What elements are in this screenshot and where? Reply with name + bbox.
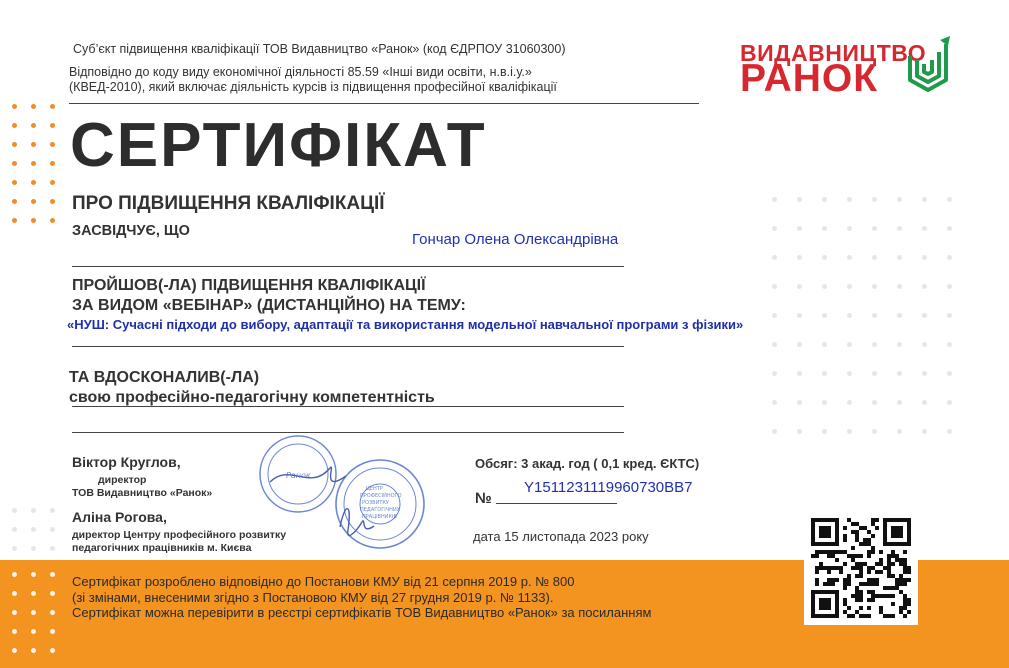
- dot: [822, 226, 827, 231]
- dot: [947, 284, 952, 289]
- dot: [31, 123, 36, 128]
- header-line-2: Відповідно до коду виду економічної діяльності 85.59 «Інші види освіти, н.в.і.у.»: [69, 65, 532, 79]
- dot: [922, 400, 927, 405]
- dot: [922, 429, 927, 434]
- dot: [822, 371, 827, 376]
- dot: [31, 629, 36, 634]
- dot: [772, 371, 777, 376]
- dot: [847, 342, 852, 347]
- logo-main-text: РАНОК: [740, 57, 879, 100]
- dot: [50, 591, 55, 596]
- dot: [897, 313, 902, 318]
- dot: [947, 429, 952, 434]
- dot: [897, 429, 902, 434]
- dot: [31, 648, 36, 653]
- white-dot-grid: [12, 572, 55, 653]
- dot: [31, 161, 36, 166]
- dot: [872, 400, 877, 405]
- dot: [872, 255, 877, 260]
- dot: [31, 142, 36, 147]
- dot: [12, 572, 17, 577]
- dot: [31, 218, 36, 223]
- dot: [12, 591, 17, 596]
- dot: [872, 197, 877, 202]
- dot: [12, 180, 17, 185]
- dot: [947, 400, 952, 405]
- dot: [50, 629, 55, 634]
- dot: [897, 342, 902, 347]
- dot: [797, 342, 802, 347]
- grey-dot-grid: [772, 197, 952, 434]
- dot: [772, 226, 777, 231]
- course-theme: «НУШ: Сучасні підходи до вибору, адаптації та використання модельної навчальної програми з фізики»: [67, 317, 744, 332]
- dot: [50, 218, 55, 223]
- dot: [12, 527, 17, 532]
- dot: [12, 546, 17, 551]
- dot: [897, 400, 902, 405]
- dot: [31, 180, 36, 185]
- svg-text:Ранок: Ранок: [286, 471, 311, 480]
- dot: [822, 400, 827, 405]
- dot: [897, 284, 902, 289]
- footer-line-3: Сертифікат можна перевірити в реєстрі сертифікатів ТОВ Видавництво «Ранок» за посиланням: [72, 605, 652, 620]
- dot: [947, 197, 952, 202]
- dot: [50, 508, 55, 513]
- improved-line-2: свою професійно-педагогічну компетентність: [69, 389, 435, 406]
- dot: [50, 648, 55, 653]
- dot: [12, 648, 17, 653]
- passed-line-1: ПРОЙШОВ(-ЛА) ПІДВИЩЕННЯ КВАЛІФІКАЦІЇ: [72, 277, 426, 294]
- dot: [12, 218, 17, 223]
- dot: [922, 313, 927, 318]
- dot: [847, 400, 852, 405]
- certificate-number: Y1511231119960730BB7: [524, 479, 693, 496]
- dot: [31, 610, 36, 615]
- footer-line-1: Сертифікат розроблено відповідно до Постанови КМУ від 21 серпня 2019 р. № 800: [72, 574, 575, 589]
- dot: [897, 226, 902, 231]
- dot: [797, 197, 802, 202]
- dot: [772, 255, 777, 260]
- dot: [847, 226, 852, 231]
- svg-text:РОЗВИТКУ: РОЗВИТКУ: [362, 500, 389, 506]
- dot: [50, 546, 55, 551]
- svg-text:ПРАЦІВНИКІВ: ПРАЦІВНИКІВ: [362, 514, 397, 520]
- dot: [922, 284, 927, 289]
- number-label: №: [475, 490, 492, 507]
- dot: [12, 199, 17, 204]
- theme-underline: [72, 346, 624, 347]
- dot: [947, 313, 952, 318]
- header-divider: [69, 103, 699, 104]
- dot: [922, 371, 927, 376]
- signatory-2-org: педагогічних працівників м. Києва: [72, 542, 252, 554]
- dot: [12, 142, 17, 147]
- dot: [50, 161, 55, 166]
- dot: [897, 255, 902, 260]
- recipient-name: Гончар Олена Олександрівна: [412, 231, 619, 248]
- header-line-1: Суб’єкт підвищення кваліфікації ТОВ Видавництво «Ранок» (код ЄДРПОУ 31060300): [73, 42, 566, 56]
- dot: [847, 284, 852, 289]
- dot: [772, 400, 777, 405]
- dot: [847, 313, 852, 318]
- improved-line-1: ТА ВДОСКОНАЛИВ(-ЛА): [69, 369, 260, 386]
- round-stamp-icon: [250, 432, 440, 552]
- svg-text:ПЕДАГОГІЧНИХ: ПЕДАГОГІЧНИХ: [360, 507, 401, 513]
- logo-top-text: ВИДАВНИЦТВО: [740, 40, 927, 66]
- dot: [822, 313, 827, 318]
- dot: [872, 429, 877, 434]
- dot: [822, 284, 827, 289]
- dot: [922, 255, 927, 260]
- dot: [50, 610, 55, 615]
- dot: [12, 123, 17, 128]
- certifies-label: ЗАСВІДЧУЄ, ЩО: [72, 223, 190, 239]
- number-underline: [496, 503, 617, 504]
- dot: [772, 197, 777, 202]
- header-line-3: (КВЕД-2010), який включає діяльність курсів із підвищення професійної кваліфікації: [69, 80, 557, 94]
- dot: [847, 197, 852, 202]
- signatory-2-name: Аліна Рогова,: [72, 509, 167, 525]
- dot: [31, 527, 36, 532]
- dot: [922, 342, 927, 347]
- signatory-1-org: ТОВ Видавництво «Ранок»: [72, 487, 213, 499]
- dot: [947, 255, 952, 260]
- dot: [50, 104, 55, 109]
- dot: [897, 197, 902, 202]
- dot: [897, 371, 902, 376]
- dot: [772, 429, 777, 434]
- dot: [12, 161, 17, 166]
- passed-line-2: ЗА ВИДОМ «ВЕБІНАР» (ДИСТАНЦІЙНО) НА ТЕМУ:: [72, 297, 466, 314]
- dot: [797, 313, 802, 318]
- dot: [31, 508, 36, 513]
- svg-text:ЦЕНТР: ЦЕНТР: [366, 486, 383, 492]
- dot: [922, 197, 927, 202]
- dot: [50, 142, 55, 147]
- dot: [822, 429, 827, 434]
- dot: [50, 527, 55, 532]
- dot: [12, 610, 17, 615]
- name-underline: [72, 266, 624, 267]
- dot: [12, 104, 17, 109]
- dot: [797, 284, 802, 289]
- signatory-2-role: директор Центру професійного розвитку: [72, 529, 287, 541]
- improved-underline: [72, 406, 624, 407]
- dot: [50, 199, 55, 204]
- dot: [822, 342, 827, 347]
- dot: [797, 255, 802, 260]
- dot: [872, 284, 877, 289]
- dot: [872, 313, 877, 318]
- qr-code-icon[interactable]: [804, 511, 918, 625]
- footer-line-2: (зі змінами, внесеними згідно з Постановою КМУ від 27 грудня 2019 р. № 1133).: [72, 589, 554, 605]
- dot: [772, 284, 777, 289]
- dot: [872, 371, 877, 376]
- dot: [797, 226, 802, 231]
- dot: [772, 342, 777, 347]
- dot: [947, 371, 952, 376]
- dot: [772, 313, 777, 318]
- certificate-title: СЕРТИФІКАТ: [70, 111, 487, 180]
- dot: [31, 199, 36, 204]
- svg-text:ПРОФЕСІЙНОГО: ПРОФЕСІЙНОГО: [360, 493, 402, 499]
- ranok-emblem-icon: [900, 34, 956, 100]
- dot: [12, 629, 17, 634]
- dot: [797, 429, 802, 434]
- volume-text: Обсяг: 3 акад. год ( 0,1 кред. ЄКТС): [475, 456, 700, 471]
- dot: [50, 180, 55, 185]
- certificate-subtitle: ПРО ПІДВИЩЕННЯ КВАЛІФІКАЦІЇ: [72, 193, 385, 214]
- dot: [31, 591, 36, 596]
- dot: [947, 342, 952, 347]
- dot: [922, 226, 927, 231]
- dot: [847, 429, 852, 434]
- dot: [872, 226, 877, 231]
- dot: [947, 226, 952, 231]
- dot: [797, 371, 802, 376]
- orange-dot-grid: [12, 104, 55, 223]
- dot: [797, 400, 802, 405]
- signatory-1-role: директор: [98, 474, 147, 486]
- dot: [50, 572, 55, 577]
- issue-date: дата 15 листопада 2023 року: [473, 529, 649, 544]
- dot: [50, 123, 55, 128]
- dot: [822, 197, 827, 202]
- dot: [12, 508, 17, 513]
- dot: [31, 572, 36, 577]
- left-grey-dot-grid: [12, 508, 55, 551]
- footer-text: [72, 574, 651, 621]
- dot: [872, 342, 877, 347]
- dot: [31, 546, 36, 551]
- dot: [822, 255, 827, 260]
- signatory-1-name: Віктор Круглов,: [72, 454, 181, 470]
- dot: [847, 371, 852, 376]
- dot: [31, 104, 36, 109]
- dot: [847, 255, 852, 260]
